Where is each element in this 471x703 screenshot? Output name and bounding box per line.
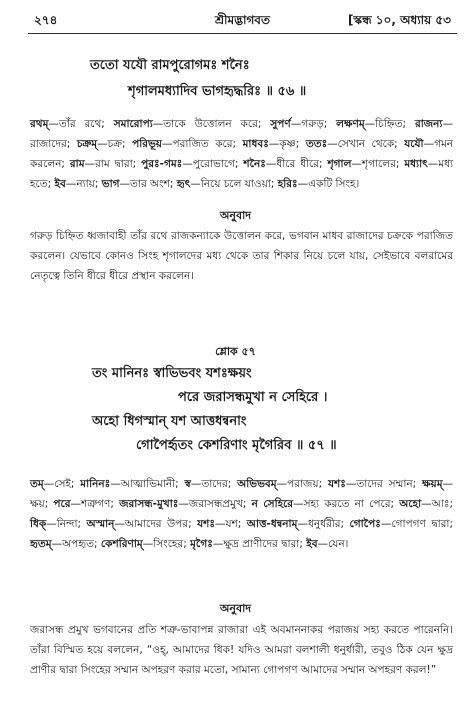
synonym-meaning: গোপগণ দ্বারা; — [391, 518, 453, 530]
synonym-word: ভাগ — [101, 178, 120, 190]
synonym-word: ইব — [306, 538, 318, 550]
translation-57: জরাসন্ধ প্রমুখ ভগবানের প্রতি শত্রু-ভাবাপন্ন রাজারা এই অবমাননাকর পরাজয় সহ্য করতে পারেননি। তাঁরা বিস্মিত হয়ে বললেন, “ওহ্, আমাদের ধিক! যদিও আমরা বলশালী ধনুর্ধারী, তবুও ঠিক যেন ক্ষুদ্র প্রাণীর দ্বারা সিংহের সম্মান অপহরণ করার মতো, সামান্য গোপগণ আমাদের সম্মান অপহরণ করল!” — [30, 624, 453, 676]
verse-57-line-2: পরে জরাসন্ধমুখা ন সেহিরে । — [178, 390, 328, 405]
verse-57-line-3: অহো ধিগস্মান্‌ যশ আত্তধন্বনাং — [92, 414, 247, 429]
synonym-meaning: চিহ্নিত; — [375, 118, 407, 130]
synonym-word: পরিভূয় — [132, 138, 162, 150]
translation-56: গরুড় চিহ্নিত ধ্বজাবাহী তাঁর রথে রাজকন্যাকে উত্তোলন করে, ভগবান মাধব রাজাদের চক্রকে পরাজিত করলেন। যেভাবে কোনও সিংহ শৃগালদের মধ্য থেকে তার শিকার নিয়ে চলে যায়, সেইভাবে বলরামের নেতৃত্বে তিনি ধীরে ধীরে প্রস্থান করলেন। — [30, 230, 453, 282]
synonym-word: হৃৎ — [176, 178, 191, 190]
verse-56-line-1: ততো যযৌ রামপুরোগমঃ শনৈঃ — [90, 58, 250, 73]
synonym-meaning: সহ্য করতে না পেরে; — [303, 498, 395, 510]
synonym-meaning: রাম দ্বারা; — [95, 158, 137, 170]
synonym-meaning: রাজাদের; — [30, 138, 71, 150]
synonym-meaning: আমাদের উপর; — [124, 518, 192, 530]
synonym-word: যশঃ — [197, 518, 215, 530]
synonym-word: রাজন্য — [414, 118, 443, 130]
canto-chapter: [স্কন্ধ ১০, অধ্যায় ৫৩ — [347, 13, 451, 27]
synonym-word: সুপর্ণ — [270, 118, 291, 130]
synonym-word: ইব — [54, 178, 66, 190]
synonym-word: মৃগৈঃ — [190, 538, 213, 550]
synonym-meaning: ধীরে ধীরে; — [276, 158, 323, 170]
verse-57-line-4: গোপৈর্হৃতং কেশরিণাং মৃগৈরিব ॥ ৫৭ ॥ — [136, 438, 337, 453]
synonyms-57-text: তম্—সেই; মানিনঃ—আত্মাভিমানী; স্ব—তাদের; অভিভবম্—পরাজয়; যশঃ—তাদের সম্মান; ক্ষয়ম্—ক্ষয়; পরে—শত্রুগণ; জরাসন্ধ-মুখাঃ—জরাসন্ধপ্রমুখ; ন সেহিরে—সহ্য করতে না পেরে; অহো—আঃ; ধিক্—নিন্দা; অস্মান্—আমাদের উপর; যশঃ—যশ; আত্ত-ধন্বনাম্—ধনুর্ধরীর; গোপৈঃ—গোপগণ দ্বারা; হৃতম্—অপহৃত; কেশরিণাম্—সিংহের; মৃগৈঃ—ক্ষুদ্র প্রাণীদের দ্বারা; ইব—যেন। — [30, 478, 454, 550]
synonym-meaning: কৃষ্ণ; — [279, 138, 300, 150]
synonym-word: রথম্ — [30, 118, 49, 130]
synonym-word: মধ্যাৎ — [404, 158, 428, 170]
synonym-meaning: যশ; — [225, 518, 242, 530]
page-number: ২৭৪ — [34, 13, 58, 27]
synonym-word: মানিনঃ — [80, 478, 111, 490]
synonym-meaning: গমন করলেন; — [30, 138, 454, 170]
synonym-meaning: একটি সিংহ। — [308, 178, 360, 190]
synonym-word: সমারোপ্য — [113, 118, 153, 130]
synonym-meaning: ন্যায়; — [76, 178, 99, 190]
synonym-meaning: গরুড়; — [301, 118, 328, 130]
book-title: শ্রীমদ্ভাগবত — [214, 13, 270, 27]
synonym-word: অভিভবম্ — [237, 478, 277, 490]
synonym-word: লক্ষণম্ — [336, 118, 365, 130]
synonym-word: চক্রম্ — [76, 138, 98, 150]
verse-57-label: শ্লোক ৫৭ — [215, 345, 256, 358]
synonym-meaning: নিয়ে চলে যাওয়া; — [200, 178, 275, 190]
synonym-meaning: পরাজিত করে; — [172, 138, 237, 150]
synonym-meaning: শৃগালের; — [361, 158, 400, 170]
synonym-meaning: সিংহের; — [153, 538, 187, 550]
synonym-word: যশঃ — [327, 478, 346, 490]
synonym-meaning: মধ্য হতে; — [30, 158, 453, 190]
synonym-meaning: আঃ; — [431, 498, 454, 510]
synonym-meaning: পরাজয়; — [287, 478, 323, 490]
synonym-meaning: শত্রুগণ; — [81, 498, 114, 510]
synonym-word: হরিঃ — [277, 178, 298, 190]
synonym-word: স্ব — [184, 478, 191, 490]
synonyms-57 — [30, 474, 453, 596]
synonym-meaning: জরাসন্ধপ্রমুখ; — [188, 498, 247, 510]
synonym-word: শৃগাল — [327, 158, 352, 170]
synonym-meaning: আত্মাভিমানী; — [120, 478, 179, 490]
translation-57-label: অনুবাদ — [219, 602, 252, 615]
synonym-meaning: ধনুর্ধরীর; — [307, 518, 345, 530]
synonym-word: তম্ — [30, 478, 44, 490]
synonym-meaning: তাদের সম্মান; — [356, 478, 417, 490]
synonym-meaning: তাকে উত্তোলন করে; — [163, 118, 262, 130]
synonym-word: জরাসন্ধ-মুখাঃ — [119, 498, 179, 510]
synonym-meaning: পুরোভাগে; — [192, 158, 239, 170]
synonym-meaning: অপহৃত; — [62, 538, 98, 550]
synonym-word: কেশরিণাম্ — [100, 538, 143, 550]
synonym-word: পরে — [53, 498, 71, 510]
synonym-word: ততঃ — [305, 138, 328, 150]
page-header — [34, 12, 451, 32]
synonym-meaning: যেন। — [328, 538, 349, 550]
synonym-word: অহো — [399, 498, 422, 510]
synonym-word: শনৈঃ — [243, 158, 266, 170]
synonym-meaning: তাঁর রথে; — [58, 118, 105, 130]
synonym-word: হৃতম্ — [30, 538, 52, 550]
synonym-meaning: তাদের; — [201, 478, 232, 490]
synonym-word: গোপৈঃ — [349, 518, 381, 530]
header-rule — [28, 33, 457, 34]
synonym-word: ন সেহিরে — [251, 498, 294, 510]
synonym-word: আত্ত-ধন্বনাম্ — [246, 518, 298, 530]
synonym-meaning: নিন্দা; — [56, 518, 82, 530]
synonym-word: রাম — [69, 158, 85, 170]
synonym-word: যযৌ — [404, 138, 424, 150]
synonym-word: মাধবঃ — [242, 138, 269, 150]
verse-57-line-1: তং মানিনঃ স্বাভিভবং যশঃক্ষয়ং — [92, 366, 252, 381]
synonym-word: পুরঃ-গমঃ — [141, 158, 183, 170]
synonym-word: ক্ষয়ম্ — [422, 478, 443, 490]
synonym-word: অস্মান্ — [86, 518, 115, 530]
synonym-meaning: ক্ষুদ্র প্রাণীদের দ্বারা; — [223, 538, 303, 550]
synonym-meaning: সেই; — [54, 478, 75, 490]
translation-56-label: অনুবাদ — [219, 209, 252, 222]
synonym-word: ধিক্ — [30, 518, 47, 530]
verse-56-line-2: শৃগালমধ্যাদিব ভাগহৃদ্ধরিঃ ॥ ৫৬ ॥ — [128, 84, 307, 99]
synonym-meaning: চক্র; — [107, 138, 126, 150]
synonym-meaning: সেখান থেকে; — [337, 138, 398, 150]
synonym-meaning: ক্ষয়; — [30, 498, 49, 510]
synonyms-56 — [30, 114, 453, 198]
synonyms-56-text: রথম্—তাঁর রথে; সমারোপ্য—তাকে উত্তোলন করে; সুপর্ণ—গরুড়; লক্ষণম্—চিহ্নিত; রাজন্য—রাজাদের; চক্রম্—চক্র; পরিভূয়—পরাজিত করে; মাধবঃ—কৃষ্ণ; ততঃ—সেখান থেকে; যযৌ—গমন করলেন; রাম—রাম দ্বারা; পুরঃ-গমঃ—পুরোভাগে; শনৈঃ—ধীরে ধীরে; শৃগাল—শৃগালের; মধ্যাৎ—মধ্য হতে; ইব—ন্যায়; ভাগ—তার অংশ; হৃৎ—নিয়ে চলে যাওয়া; হরিঃ—একটি সিংহ। — [30, 118, 454, 190]
synonym-meaning: তার অংশ; — [130, 178, 174, 190]
